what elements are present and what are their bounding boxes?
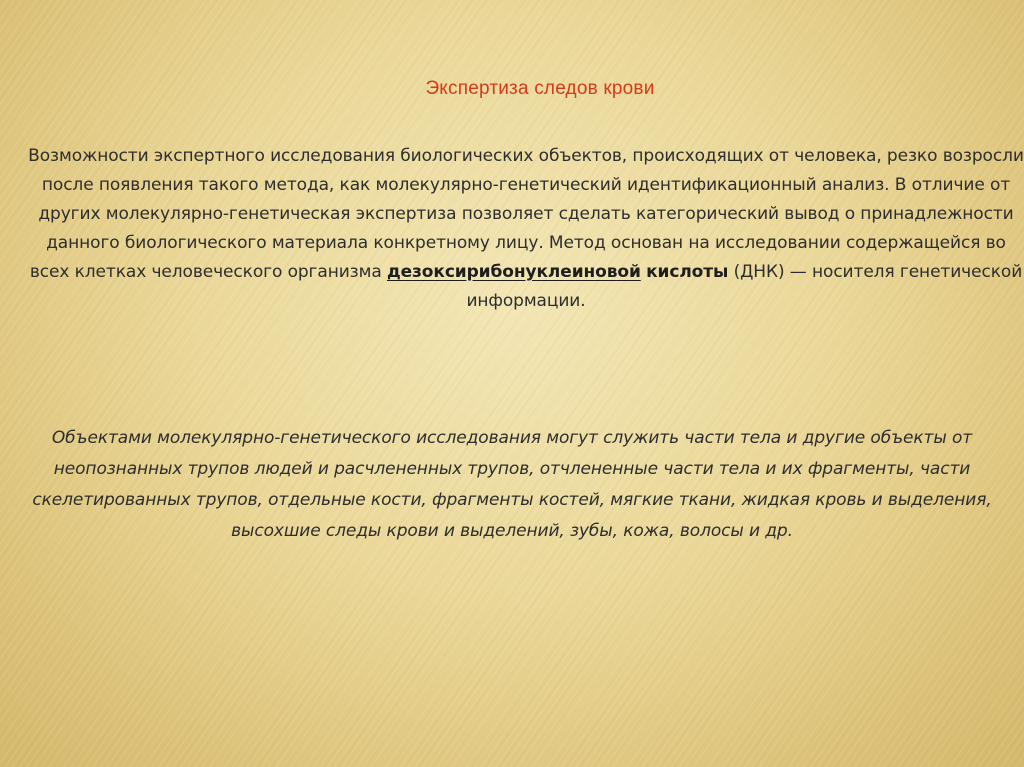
- body-paragraph-dna-method: [26, 142, 1024, 316]
- slide-title: Экспертиза следов крови: [425, 78, 655, 99]
- paragraph-lead-text: Возможности экспертного исследования биологических объектов, происходящих от человека, резко возросли после появления такого метода, как молекулярно-генетический идентификационный анализ. В отличие от других молекулярно-генетическая экспертиза позволяет сделать категорический вывод о принадлежности данного биологического материала конкретному лицу. Метод основан на исследовании содержащейся во всех клетках человеческого организма: [28, 146, 1024, 282]
- paragraph-tail-text: (ДНК) — носителя генетической информации.: [466, 262, 1023, 311]
- dna-term-link[interactable]: дезоксирибонуклеиновой: [386, 262, 641, 282]
- dna-term-bold: кислоты: [646, 262, 729, 282]
- body-paragraph-research-objects: Объектами молекулярно-генетического исследования могут служить части тела и другие объекты от неопознанных трупов людей и расчлененных трупов, отчлененные части тела и их фрагменты, части скелетированных трупов, отдельные кости, фрагменты костей, мягкие ткани, жидкая кровь и выделения, высохшие следы крови и выделений, зубы, кожа, волосы и др.: [32, 428, 992, 541]
